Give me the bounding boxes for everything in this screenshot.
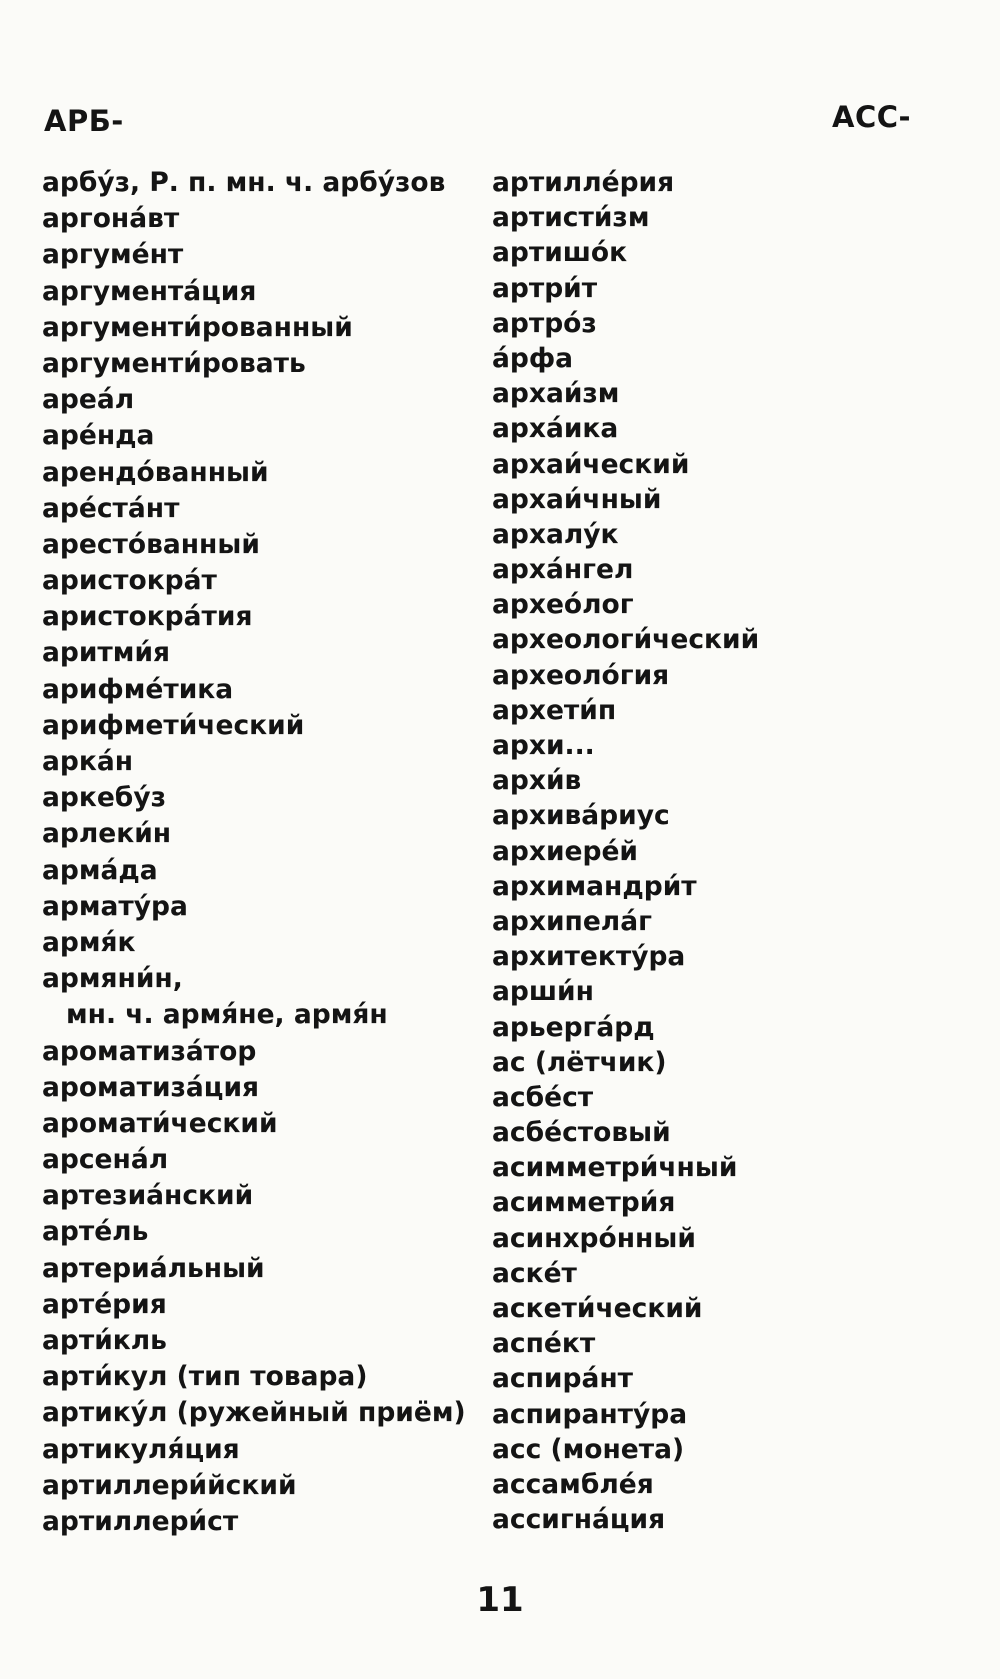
dictionary-entry: аристокра́тия [42,601,253,633]
dictionary-entry: аресто́ванный [42,528,260,560]
dictionary-entry: ассамбле́я [492,1468,654,1500]
dictionary-entry: архети́п [492,694,617,726]
dictionary-entry: архаи́ческий [492,448,690,480]
dictionary-entry: арка́н [42,746,134,777]
dictionary-entry: архи́в [492,765,582,797]
dictionary-entry: асбе́ст [492,1081,594,1113]
dictionary-entry: архитекту́ра [492,941,686,973]
dictionary-entry: ас (лётчик) [492,1046,667,1078]
dictionary-entry: аргона́вт [42,203,180,235]
dictionary-entry: арсена́л [42,1144,169,1176]
dictionary-entry: артериа́льный [42,1252,265,1284]
dictionary-entry: артишо́к [492,237,628,269]
right-word-column [492,165,759,1537]
dictionary-entry: артиллери́йский [42,1469,297,1501]
dictionary-entry: архео́лог [492,589,634,621]
dictionary-entry: архаи́зм [492,378,620,410]
dictionary-entry: мн. ч. армя́не, армя́н [66,999,388,1031]
running-header-left: АРБ- [44,104,124,138]
dictionary-entry: арьерга́рд [492,1011,655,1043]
dictionary-entry: армяни́н, [42,963,183,995]
dictionary-entry: архива́риус [492,800,670,832]
left-word-column [42,165,466,1540]
dictionary-entry: армя́к [42,926,136,958]
dictionary-entry: аспе́кт [492,1328,596,1360]
dictionary-entry: арлеки́н [42,818,172,850]
dictionary-entry: архалу́к [492,518,619,550]
dictionary-entry: асинхро́нный [492,1222,696,1254]
dictionary-entry: артилле́рия [492,167,675,198]
dictionary-entry: асс (монета) [492,1433,685,1465]
dictionary-entry: ареа́л [42,384,135,416]
dictionary-entry: арха́ика [492,413,619,445]
dictionary-entry: арифмети́ческий [42,709,305,741]
dictionary-entry: аргуме́нт [42,239,184,271]
dictionary-entry: аргументи́рованный [42,311,353,343]
page-number: 11 [476,1580,524,1620]
dictionary-entry: асимметри́я [492,1187,676,1219]
dictionary-entry: артезиа́нский [42,1180,254,1212]
dictionary-entry: аритми́я [42,637,171,669]
dictionary-entry: ароматиза́ция [42,1071,260,1103]
dictionary-entry: ассигна́ция [492,1504,666,1536]
dictionary-entry: артисти́зм [492,202,650,234]
dictionary-entry: аргумента́ция [42,275,257,307]
dictionary-entry: архимандри́т [492,870,697,902]
dictionary-entry: артри́т [492,272,598,304]
dictionary-entry: арифме́тика [42,673,234,705]
dictionary-entry: аргументи́ровать [42,347,306,379]
dictionary-entry: архаи́чный [492,483,662,515]
dictionary-entry: аре́ста́нт [42,492,180,524]
dictionary-entry: аске́т [492,1257,577,1289]
dictionary-entry: ароматиза́тор [42,1035,257,1067]
dictionary-entry: арендо́ванный [42,456,269,488]
dictionary-entry: архипела́г [492,905,652,937]
dictionary-entry: армату́ра [42,890,188,922]
dictionary-entry: а́рфа [492,342,574,374]
dictionary-entry: аромати́ческий [42,1107,278,1139]
dictionary-entry: археоло́гия [492,659,670,691]
dictionary-entry: арте́рия [42,1288,167,1320]
dictionary-entry: артикуля́ция [42,1433,240,1465]
dictionary-entry: арти́кль [42,1325,167,1356]
dictionary-entry: арха́нгел [492,554,634,586]
running-header-right: АСС- [832,100,912,134]
dictionary-entry: артиллери́ст [42,1505,239,1537]
dictionary-entry: архиере́й [492,835,638,867]
dictionary-entry: артро́з [492,307,597,339]
dictionary-entry: археологи́ческий [492,624,760,656]
dictionary-entry: арте́ль [42,1216,149,1248]
dictionary-entry: архи... [492,730,595,761]
dictionary-entry: артику́л (ружейный приём) [42,1397,466,1429]
dictionary-entry: аре́нда [42,420,155,452]
dictionary-entry: арма́да [42,854,158,886]
dictionary-entry: арши́н [492,976,594,1008]
dictionary-entry: аспира́нт [492,1363,633,1395]
dictionary-entry: аристокра́т [42,565,217,597]
dictionary-entry: асимметри́чный [492,1152,738,1184]
dictionary-entry: аскети́ческий [492,1293,703,1324]
dictionary-entry: аспиранту́ра [492,1398,688,1430]
dictionary-entry: аркебу́з [42,782,166,814]
dictionary-entry: арбу́з, Р. п. мн. ч. арбу́зов [42,167,446,198]
dictionary-entry: арти́кул (тип товара) [42,1361,368,1393]
dictionary-entry: асбе́стовый [492,1117,671,1149]
